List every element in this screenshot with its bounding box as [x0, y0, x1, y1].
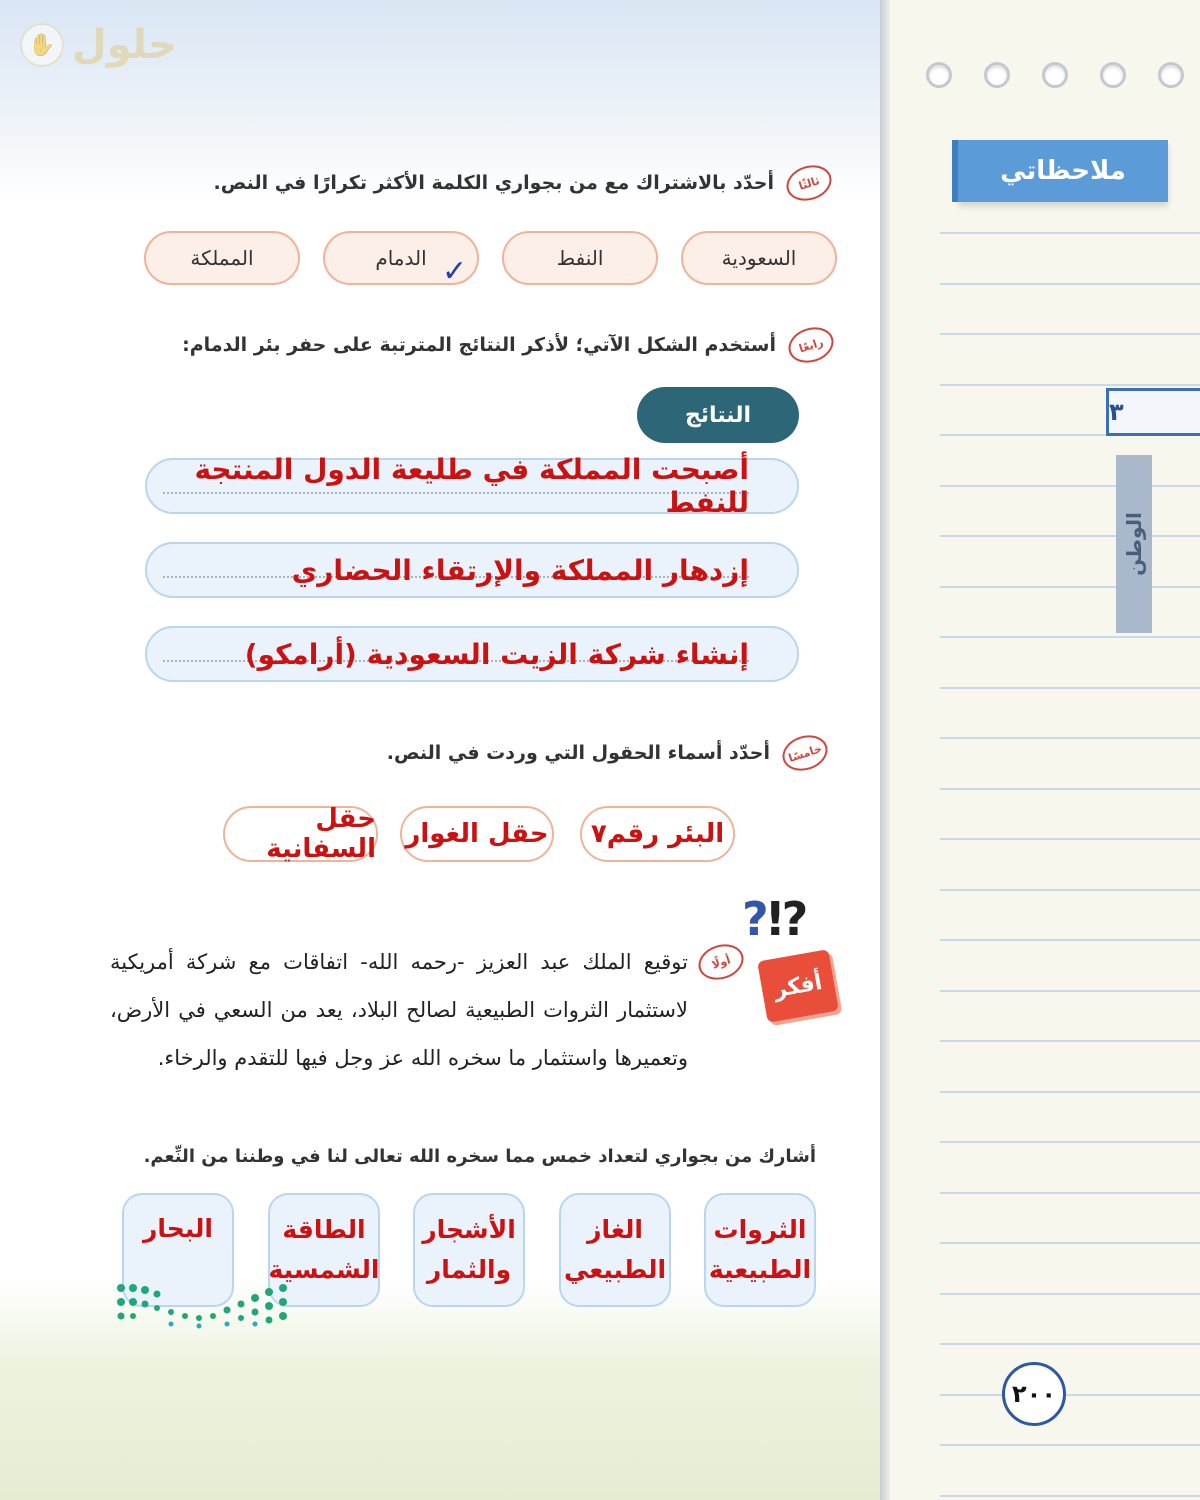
- question-5-row: [387, 736, 828, 770]
- blessing-line: الطبيعية: [708, 1255, 812, 1284]
- notebook-rule-line: [940, 333, 1200, 335]
- binder-ring-icon: [1042, 62, 1068, 88]
- think-paragraph: توقيع الملك عبد العزيز -رحمه الله- اتفاقات مع شركة أمريكية لاستثمار الثروات الطبيعية لصالح البلاد، يعد من السعي في الأرض، وتعميرها واستثمار ما سخره الله عز وجل فيها للتقدم والرخاء.: [110, 950, 688, 1070]
- notebook-rule-line: [940, 535, 1200, 537]
- question-4-text: أستخدم الشكل الآتي؛ لأذكر النتائج المترتبة على حفر بئر الدمام:: [182, 334, 776, 356]
- notebook-rule-line: [940, 586, 1200, 588]
- results-heading: النتائج: [637, 387, 799, 443]
- watermark-logo: [20, 22, 177, 68]
- question-marks-icon: ?!?: [742, 892, 805, 946]
- notebook-rule-line: [940, 232, 1200, 234]
- think-label: أفكر: [757, 949, 839, 1023]
- notebook-rule-line: [940, 283, 1200, 285]
- blessing-line: الطبيعي: [563, 1255, 667, 1284]
- blessing-card-2[interactable]: [559, 1193, 671, 1307]
- blessing-card-3[interactable]: [413, 1193, 525, 1307]
- binder-ring-icon: [1158, 62, 1184, 88]
- question-badge: خامسًا: [778, 730, 832, 777]
- unit-name-label: الوطن: [1122, 512, 1146, 576]
- notebook-rule-line: [940, 889, 1200, 891]
- result-answer-text: إزدهار المملكة والإرتقاء الحضاري: [291, 553, 749, 587]
- result-answer-text: إنشاء شركة الزيت السعودية (أرامكو): [244, 637, 749, 671]
- share-question: أشارك من بجواري لتعداد خمس مما سخره الله تعالى لنا في وطننا من النِّعم.: [143, 1146, 816, 1167]
- page-number: ٢٠٠: [1002, 1362, 1066, 1426]
- blessing-card-1[interactable]: [704, 1193, 816, 1307]
- notebook-rule-line: [940, 1444, 1200, 1446]
- result-answer-2[interactable]: [145, 542, 799, 598]
- notebook-rule-line: [940, 636, 1200, 638]
- notebook-rule-line: [940, 1040, 1200, 1042]
- blessing-line: الأشجار: [422, 1215, 516, 1244]
- logo-text: حلول: [72, 22, 177, 68]
- notebook-rule-line: [940, 1242, 1200, 1244]
- binder-ring-icon: [984, 62, 1010, 88]
- unit-number-tab: ٣: [1106, 388, 1200, 436]
- notebook-rule-line: [940, 687, 1200, 689]
- word-option-kingdom[interactable]: المملكة: [144, 231, 300, 285]
- question-badge: رابعًا: [784, 322, 838, 369]
- question-badge: ثالثًا: [782, 160, 836, 207]
- notes-title: ملاحظاتي: [958, 140, 1168, 202]
- blessing-line: الطاقة: [282, 1215, 366, 1244]
- field-answer-1[interactable]: البئر رقم٧: [580, 806, 735, 862]
- field-answer-3[interactable]: حقل السفانية: [223, 806, 378, 862]
- notebook-rule-line: [940, 788, 1200, 790]
- notebook-rule-line: [940, 838, 1200, 840]
- question-4-row: [182, 328, 834, 362]
- notes-column: [890, 0, 1200, 1500]
- blessing-line: البحار: [143, 1214, 213, 1243]
- result-answer-3[interactable]: [145, 626, 799, 682]
- think-badge-wrap: [698, 945, 744, 979]
- notebook-rule-line: [940, 990, 1200, 992]
- blessing-line: الغاز: [587, 1215, 643, 1244]
- binder-ring-icon: [1100, 62, 1126, 88]
- notebook-rule-line: [940, 939, 1200, 941]
- blessing-line: الشمسية: [268, 1255, 380, 1284]
- logo-emblem-icon: ✋: [20, 23, 64, 67]
- word-option-saudi[interactable]: السعودية: [681, 231, 837, 285]
- notebook-rule-line: [940, 1293, 1200, 1295]
- notebook-rule-line: [940, 1192, 1200, 1194]
- notebook-rule-line: [940, 1495, 1200, 1497]
- question-3-text: أحدّد بالاشتراك مع من بجواري الكلمة الأكثر تكرارًا في النص.: [213, 172, 774, 194]
- result-answer-1[interactable]: [145, 453, 799, 519]
- word-option-label: الدمام: [375, 246, 427, 270]
- notebook-rule-line: [940, 1091, 1200, 1093]
- blessing-line: والثمار: [426, 1255, 512, 1284]
- check-mark-icon: ✓: [442, 254, 468, 289]
- unit-name-strip: [1116, 455, 1152, 633]
- page-spine: [880, 0, 890, 1500]
- notebook-rule-line: [940, 1394, 1200, 1396]
- notebook-rule-line: [940, 737, 1200, 739]
- binder-ring-icon: [926, 62, 952, 88]
- result-answer-text: أصبحت المملكة في طليعة الدول المنتجة للنفط: [194, 453, 749, 519]
- vision-dots-logo-icon: [115, 1280, 295, 1330]
- notebook-rule-line: [940, 1343, 1200, 1345]
- field-answer-2[interactable]: حقل الغوار: [400, 806, 554, 862]
- notebook-rule-line: [940, 1141, 1200, 1143]
- notebook-rule-line: [940, 384, 1200, 386]
- question-5-text: أحدّد أسماء الحقول التي وردت في النص.: [386, 742, 770, 764]
- question-3-row: [214, 166, 832, 200]
- notebook-rule-line: [940, 485, 1200, 487]
- blessing-line: الثروات: [713, 1215, 807, 1244]
- question-badge: أولًا: [694, 939, 748, 986]
- word-option-oil[interactable]: النفط: [502, 231, 658, 285]
